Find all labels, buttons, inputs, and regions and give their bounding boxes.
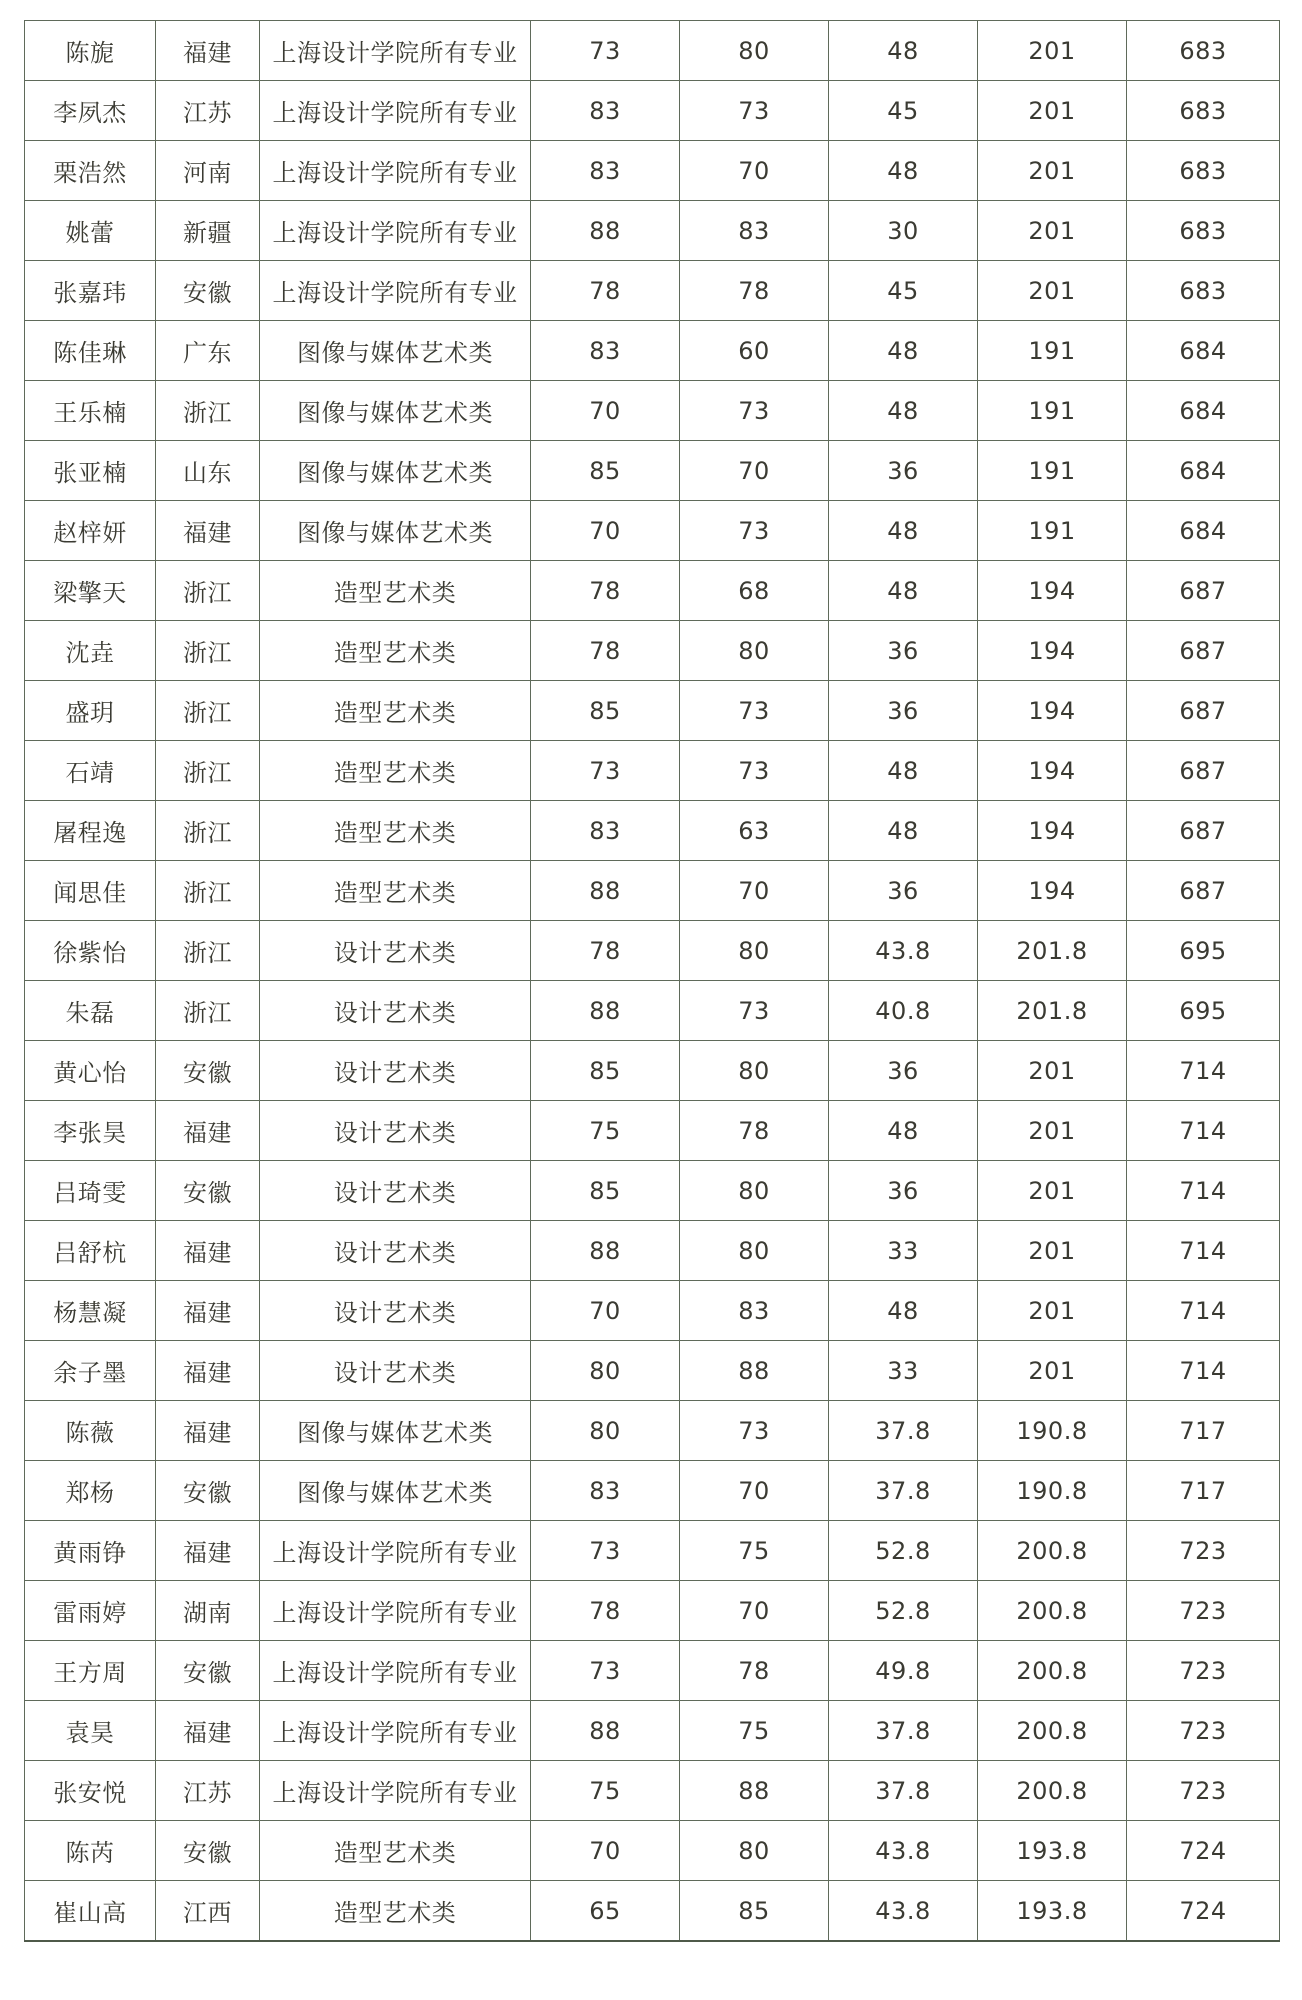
province-cell: 浙江 [156,981,260,1041]
score-1-cell: 65 [531,1881,680,1942]
student-name-cell: 陈旎 [25,21,156,81]
score-3-cell: 52.8 [829,1521,978,1581]
province-cell: 福建 [156,21,260,81]
total-cell: 687 [1127,861,1280,921]
score-4-cell: 194 [978,801,1127,861]
student-name-cell: 梁擎天 [25,561,156,621]
score-1-cell: 88 [531,1701,680,1761]
score-3-cell: 36 [829,441,978,501]
province-cell: 安徽 [156,1461,260,1521]
student-name-cell: 石靖 [25,741,156,801]
province-cell: 浙江 [156,561,260,621]
score-3-cell: 43.8 [829,921,978,981]
total-cell: 695 [1127,921,1280,981]
score-4-cell: 201 [978,21,1127,81]
total-cell: 723 [1127,1701,1280,1761]
score-2-cell: 73 [680,1401,829,1461]
table-row [25,1461,1280,1521]
table-row [25,621,1280,681]
score-3-cell: 45 [829,81,978,141]
score-3-cell: 36 [829,1161,978,1221]
table-row [25,441,1280,501]
score-1-cell: 88 [531,861,680,921]
total-cell: 723 [1127,1641,1280,1701]
major-cell: 上海设计学院所有专业 [260,261,531,321]
major-cell: 上海设计学院所有专业 [260,1701,531,1761]
score-table [24,20,1280,1942]
score-1-cell: 78 [531,261,680,321]
score-1-cell: 73 [531,21,680,81]
province-cell: 湖南 [156,1581,260,1641]
total-cell: 687 [1127,621,1280,681]
total-cell: 687 [1127,741,1280,801]
table-row [25,141,1280,201]
score-4-cell: 201.8 [978,981,1127,1041]
table-row [25,1581,1280,1641]
score-1-cell: 80 [531,1341,680,1401]
province-cell: 福建 [156,1101,260,1161]
student-name-cell: 雷雨婷 [25,1581,156,1641]
table-row [25,681,1280,741]
major-cell: 造型艺术类 [260,741,531,801]
score-2-cell: 80 [680,921,829,981]
score-1-cell: 75 [531,1101,680,1161]
score-3-cell: 48 [829,21,978,81]
student-name-cell: 朱磊 [25,981,156,1041]
student-name-cell: 黄心怡 [25,1041,156,1101]
score-4-cell: 201 [978,141,1127,201]
score-4-cell: 200.8 [978,1581,1127,1641]
student-name-cell: 郑杨 [25,1461,156,1521]
student-name-cell: 李张昊 [25,1101,156,1161]
province-cell: 福建 [156,1701,260,1761]
student-name-cell: 王方周 [25,1641,156,1701]
major-cell: 上海设计学院所有专业 [260,201,531,261]
score-1-cell: 73 [531,741,680,801]
table-row [25,801,1280,861]
total-cell: 714 [1127,1281,1280,1341]
score-4-cell: 194 [978,741,1127,801]
major-cell: 上海设计学院所有专业 [260,21,531,81]
score-4-cell: 201 [978,1041,1127,1101]
score-3-cell: 49.8 [829,1641,978,1701]
table-body [25,21,1280,1942]
major-cell: 图像与媒体艺术类 [260,501,531,561]
score-3-cell: 45 [829,261,978,321]
province-cell: 福建 [156,501,260,561]
score-2-cell: 83 [680,1281,829,1341]
score-2-cell: 75 [680,1521,829,1581]
major-cell: 设计艺术类 [260,1161,531,1221]
total-cell: 683 [1127,261,1280,321]
score-1-cell: 70 [531,501,680,561]
table-row [25,561,1280,621]
table-row [25,1341,1280,1401]
score-2-cell: 70 [680,1581,829,1641]
table-row [25,1041,1280,1101]
province-cell: 浙江 [156,621,260,681]
table-row [25,981,1280,1041]
total-cell: 687 [1127,801,1280,861]
student-name-cell: 吕舒杭 [25,1221,156,1281]
student-name-cell: 黄雨铮 [25,1521,156,1581]
score-4-cell: 201.8 [978,921,1127,981]
score-3-cell: 48 [829,741,978,801]
score-4-cell: 201 [978,1101,1127,1161]
total-cell: 714 [1127,1221,1280,1281]
score-3-cell: 37.8 [829,1701,978,1761]
province-cell: 河南 [156,141,260,201]
score-1-cell: 88 [531,201,680,261]
score-3-cell: 48 [829,561,978,621]
score-1-cell: 78 [531,561,680,621]
table-row [25,861,1280,921]
score-1-cell: 70 [531,1281,680,1341]
student-name-cell: 徐紫怡 [25,921,156,981]
score-3-cell: 33 [829,1341,978,1401]
total-cell: 714 [1127,1041,1280,1101]
total-cell: 723 [1127,1521,1280,1581]
major-cell: 造型艺术类 [260,681,531,741]
score-3-cell: 37.8 [829,1761,978,1821]
table-row [25,1401,1280,1461]
score-3-cell: 52.8 [829,1581,978,1641]
score-4-cell: 194 [978,681,1127,741]
total-cell: 684 [1127,381,1280,441]
total-cell: 714 [1127,1161,1280,1221]
score-3-cell: 36 [829,621,978,681]
table-row [25,81,1280,141]
score-1-cell: 83 [531,81,680,141]
score-3-cell: 36 [829,1041,978,1101]
total-cell: 687 [1127,681,1280,741]
score-2-cell: 88 [680,1341,829,1401]
score-1-cell: 88 [531,981,680,1041]
table-row [25,261,1280,321]
score-4-cell: 201 [978,261,1127,321]
score-2-cell: 85 [680,1881,829,1942]
table-row [25,1701,1280,1761]
score-4-cell: 191 [978,381,1127,441]
score-4-cell: 191 [978,501,1127,561]
score-4-cell: 194 [978,621,1127,681]
table-row [25,1101,1280,1161]
province-cell: 安徽 [156,1641,260,1701]
major-cell: 造型艺术类 [260,1881,531,1942]
score-2-cell: 68 [680,561,829,621]
table-row [25,1761,1280,1821]
total-cell: 717 [1127,1401,1280,1461]
student-name-cell: 陈芮 [25,1821,156,1881]
total-cell: 717 [1127,1461,1280,1521]
total-cell: 723 [1127,1581,1280,1641]
score-1-cell: 83 [531,801,680,861]
province-cell: 江苏 [156,1761,260,1821]
major-cell: 设计艺术类 [260,1041,531,1101]
student-name-cell: 陈佳琳 [25,321,156,381]
score-4-cell: 191 [978,321,1127,381]
student-name-cell: 张安悦 [25,1761,156,1821]
score-2-cell: 88 [680,1761,829,1821]
table-row [25,201,1280,261]
total-cell: 724 [1127,1881,1280,1942]
score-1-cell: 83 [531,321,680,381]
score-2-cell: 80 [680,1041,829,1101]
score-1-cell: 83 [531,141,680,201]
score-1-cell: 85 [531,681,680,741]
province-cell: 浙江 [156,681,260,741]
table-row [25,1641,1280,1701]
province-cell: 福建 [156,1401,260,1461]
score-2-cell: 70 [680,441,829,501]
student-name-cell: 屠程逸 [25,801,156,861]
province-cell: 山东 [156,441,260,501]
student-name-cell: 陈薇 [25,1401,156,1461]
score-2-cell: 73 [680,681,829,741]
total-cell: 683 [1127,21,1280,81]
score-1-cell: 70 [531,381,680,441]
province-cell: 安徽 [156,1821,260,1881]
score-3-cell: 36 [829,861,978,921]
score-2-cell: 70 [680,861,829,921]
major-cell: 图像与媒体艺术类 [260,321,531,381]
score-2-cell: 80 [680,1821,829,1881]
score-3-cell: 48 [829,321,978,381]
table-row [25,501,1280,561]
student-name-cell: 沈垚 [25,621,156,681]
province-cell: 安徽 [156,1161,260,1221]
score-4-cell: 190.8 [978,1461,1127,1521]
score-2-cell: 73 [680,741,829,801]
province-cell: 福建 [156,1221,260,1281]
score-4-cell: 201 [978,1281,1127,1341]
major-cell: 造型艺术类 [260,561,531,621]
province-cell: 浙江 [156,861,260,921]
major-cell: 上海设计学院所有专业 [260,81,531,141]
student-name-cell: 李夙杰 [25,81,156,141]
score-3-cell: 37.8 [829,1401,978,1461]
province-cell: 江西 [156,1881,260,1942]
score-3-cell: 43.8 [829,1881,978,1942]
student-name-cell: 姚蕾 [25,201,156,261]
table-row [25,1881,1280,1942]
score-4-cell: 201 [978,1221,1127,1281]
score-2-cell: 70 [680,1461,829,1521]
score-4-cell: 200.8 [978,1641,1127,1701]
total-cell: 695 [1127,981,1280,1041]
major-cell: 设计艺术类 [260,921,531,981]
total-cell: 684 [1127,501,1280,561]
score-2-cell: 75 [680,1701,829,1761]
score-2-cell: 63 [680,801,829,861]
score-3-cell: 40.8 [829,981,978,1041]
table-row [25,1221,1280,1281]
province-cell: 福建 [156,1281,260,1341]
major-cell: 造型艺术类 [260,1821,531,1881]
score-4-cell: 201 [978,81,1127,141]
score-2-cell: 73 [680,81,829,141]
major-cell: 图像与媒体艺术类 [260,1401,531,1461]
total-cell: 687 [1127,561,1280,621]
score-2-cell: 78 [680,1101,829,1161]
student-name-cell: 栗浩然 [25,141,156,201]
table-row [25,1281,1280,1341]
score-3-cell: 48 [829,501,978,561]
score-3-cell: 37.8 [829,1461,978,1521]
score-3-cell: 48 [829,1101,978,1161]
score-4-cell: 200.8 [978,1761,1127,1821]
score-1-cell: 70 [531,1821,680,1881]
score-1-cell: 78 [531,1581,680,1641]
student-name-cell: 崔山高 [25,1881,156,1942]
score-1-cell: 73 [531,1641,680,1701]
major-cell: 图像与媒体艺术类 [260,1461,531,1521]
score-4-cell: 190.8 [978,1401,1127,1461]
score-2-cell: 78 [680,261,829,321]
score-2-cell: 70 [680,141,829,201]
score-2-cell: 78 [680,1641,829,1701]
major-cell: 设计艺术类 [260,1341,531,1401]
score-4-cell: 201 [978,1341,1127,1401]
score-3-cell: 33 [829,1221,978,1281]
province-cell: 浙江 [156,801,260,861]
score-3-cell: 43.8 [829,1821,978,1881]
student-name-cell: 杨慧凝 [25,1281,156,1341]
score-3-cell: 30 [829,201,978,261]
province-cell: 安徽 [156,1041,260,1101]
province-cell: 江苏 [156,81,260,141]
province-cell: 广东 [156,321,260,381]
major-cell: 上海设计学院所有专业 [260,1641,531,1701]
score-3-cell: 48 [829,381,978,441]
table-row [25,921,1280,981]
student-name-cell: 王乐楠 [25,381,156,441]
score-1-cell: 73 [531,1521,680,1581]
province-cell: 福建 [156,1521,260,1581]
score-3-cell: 48 [829,141,978,201]
province-cell: 新疆 [156,201,260,261]
score-2-cell: 80 [680,1221,829,1281]
score-2-cell: 73 [680,981,829,1041]
total-cell: 683 [1127,141,1280,201]
table-row [25,741,1280,801]
score-4-cell: 194 [978,861,1127,921]
major-cell: 上海设计学院所有专业 [260,1761,531,1821]
province-cell: 浙江 [156,921,260,981]
major-cell: 图像与媒体艺术类 [260,381,531,441]
major-cell: 上海设计学院所有专业 [260,1521,531,1581]
score-4-cell: 201 [978,1161,1127,1221]
total-cell: 723 [1127,1761,1280,1821]
major-cell: 设计艺术类 [260,981,531,1041]
score-4-cell: 200.8 [978,1701,1127,1761]
major-cell: 设计艺术类 [260,1281,531,1341]
table-row [25,1821,1280,1881]
score-4-cell: 193.8 [978,1881,1127,1942]
score-1-cell: 88 [531,1221,680,1281]
score-1-cell: 75 [531,1761,680,1821]
major-cell: 上海设计学院所有专业 [260,141,531,201]
score-3-cell: 48 [829,1281,978,1341]
major-cell: 造型艺术类 [260,861,531,921]
student-name-cell: 张嘉玮 [25,261,156,321]
score-1-cell: 85 [531,1041,680,1101]
score-1-cell: 85 [531,441,680,501]
major-cell: 上海设计学院所有专业 [260,1581,531,1641]
table-row [25,321,1280,381]
score-3-cell: 36 [829,681,978,741]
score-4-cell: 191 [978,441,1127,501]
score-1-cell: 78 [531,621,680,681]
table-row [25,381,1280,441]
score-4-cell: 194 [978,561,1127,621]
province-cell: 安徽 [156,261,260,321]
total-cell: 684 [1127,321,1280,381]
major-cell: 造型艺术类 [260,801,531,861]
student-name-cell: 盛玥 [25,681,156,741]
student-name-cell: 吕琦雯 [25,1161,156,1221]
score-2-cell: 73 [680,381,829,441]
total-cell: 684 [1127,441,1280,501]
score-table-page [24,20,1279,1980]
province-cell: 福建 [156,1341,260,1401]
province-cell: 浙江 [156,381,260,441]
score-4-cell: 201 [978,201,1127,261]
major-cell: 设计艺术类 [260,1221,531,1281]
student-name-cell: 张亚楠 [25,441,156,501]
major-cell: 造型艺术类 [260,621,531,681]
student-name-cell: 闻思佳 [25,861,156,921]
total-cell: 714 [1127,1341,1280,1401]
score-2-cell: 60 [680,321,829,381]
score-2-cell: 80 [680,621,829,681]
score-4-cell: 200.8 [978,1521,1127,1581]
table-row [25,21,1280,81]
score-1-cell: 78 [531,921,680,981]
table-row [25,1161,1280,1221]
score-2-cell: 73 [680,501,829,561]
total-cell: 683 [1127,201,1280,261]
student-name-cell: 余子墨 [25,1341,156,1401]
score-1-cell: 85 [531,1161,680,1221]
table-row [25,1521,1280,1581]
total-cell: 683 [1127,81,1280,141]
score-2-cell: 80 [680,1161,829,1221]
score-4-cell: 193.8 [978,1821,1127,1881]
student-name-cell: 赵梓妍 [25,501,156,561]
score-3-cell: 48 [829,801,978,861]
score-2-cell: 83 [680,201,829,261]
score-1-cell: 80 [531,1401,680,1461]
score-1-cell: 83 [531,1461,680,1521]
total-cell: 714 [1127,1101,1280,1161]
province-cell: 浙江 [156,741,260,801]
major-cell: 设计艺术类 [260,1101,531,1161]
score-2-cell: 80 [680,21,829,81]
total-cell: 724 [1127,1821,1280,1881]
student-name-cell: 袁昊 [25,1701,156,1761]
major-cell: 图像与媒体艺术类 [260,441,531,501]
